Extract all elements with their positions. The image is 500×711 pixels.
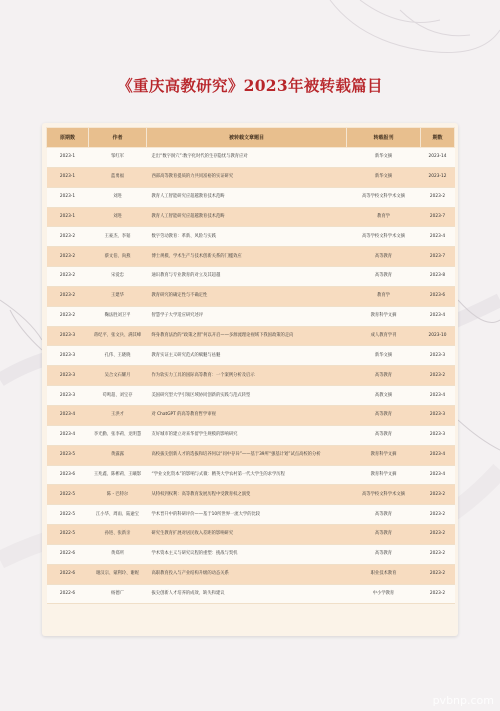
table-header-row	[47, 128, 455, 148]
cell-article-title: 高校拔尖创新人才的选拔和培养何以“同中存异”——基于39所“强基计划”试点高校的分析	[147, 445, 347, 465]
cell-reprint-journal: 教育学	[347, 207, 421, 227]
cell-article-title: 智慧学子大学适应研究述评	[147, 306, 347, 326]
cell-reprint-issue: 2023-7	[421, 247, 455, 267]
cell-original-issue: 2023-2	[47, 267, 89, 287]
cell-author: 邹红军	[89, 148, 147, 168]
cell-article-title: 教育人工智能研究应超越教育技术范畴	[147, 207, 347, 227]
cell-article-title: 对 ChatGPT 的高等教育哲学审视	[147, 405, 347, 425]
cell-reprint-issue: 2023-2	[421, 564, 455, 584]
cell-reprint-journal: 教育科学文摘	[347, 465, 421, 485]
cell-reprint-issue: 2023-12	[421, 167, 455, 187]
cell-reprint-journal: 成人教育学刊	[347, 326, 421, 346]
cell-author: 李光勤、张李莉、龙明慧	[89, 425, 147, 445]
cell-reprint-issue: 2023-8	[421, 267, 455, 287]
table-row	[47, 306, 455, 326]
cell-author: 蒋纪平、张文兵、满其峰	[89, 326, 147, 346]
cell-article-title: 美国研究型大学引领区域协同创新的实践与范式转型	[147, 386, 347, 406]
table-row	[47, 167, 455, 187]
table-row	[47, 227, 455, 247]
cell-original-issue: 2023-5	[47, 445, 89, 465]
table-row	[47, 148, 455, 168]
cell-article-title: 博士规模、学术生产与技术创新关系的门槛效应	[147, 247, 347, 267]
cell-reprint-issue: 2023-2	[421, 544, 455, 564]
watermark: pvbnp.com	[432, 694, 494, 707]
table-row	[47, 505, 455, 525]
table-row	[47, 485, 455, 505]
cell-reprint-journal: 中小学教育	[347, 584, 421, 604]
table-row	[47, 366, 455, 386]
cell-original-issue: 2023-3	[47, 346, 89, 366]
cell-reprint-issue: 2023-3	[421, 425, 455, 445]
table-row	[47, 187, 455, 207]
table-row	[47, 267, 455, 287]
cell-author: 吴合文石耀月	[89, 366, 147, 386]
cell-article-title: 拔尖创新人才培养的成效、缺失和建议	[147, 584, 347, 604]
cell-reprint-issue: 2023-2	[421, 525, 455, 545]
cell-author: 杨德广	[89, 584, 147, 604]
cell-article-title: 数字劳动教育：革新、风险与实践	[147, 227, 347, 247]
cell-original-issue: 2023-1	[47, 167, 89, 187]
cell-original-issue: 2022-6	[47, 584, 89, 604]
cell-reprint-journal: 高等教育	[347, 267, 421, 287]
cell-original-issue: 2023-1	[47, 187, 89, 207]
cell-original-issue: 2023-2	[47, 247, 89, 267]
cell-reprint-issue: 2023-2	[421, 187, 455, 207]
cell-reprint-journal: 高等教育	[347, 247, 421, 267]
cell-original-issue: 2022-6	[47, 564, 89, 584]
cell-reprint-journal: 新华文摘	[347, 148, 421, 168]
cell-reprint-journal: 高等学校文科学术文摘	[347, 227, 421, 247]
table-row	[47, 584, 455, 604]
cell-author: 黄露露	[89, 445, 147, 465]
cell-article-title: 从特权到权利：高等教育发展历程中受教育权之演变	[147, 485, 347, 505]
cell-original-issue: 2023-4	[47, 425, 89, 445]
cell-reprint-issue: 2023-4	[421, 386, 455, 406]
cell-article-title: 研究生教育扩展对居民收入差距的影响研究	[147, 525, 347, 545]
table-row	[47, 247, 455, 267]
cell-reprint-issue: 2023-2	[421, 505, 455, 525]
cell-article-title: 教育实证主义研究范式的赋魅与祛魅	[147, 346, 347, 366]
table-row	[47, 207, 455, 227]
cell-reprint-journal: 高等教育	[347, 505, 421, 525]
cell-author: 孔伟、王晓晓	[89, 346, 147, 366]
cell-original-issue: 2023-3	[47, 386, 89, 406]
cell-article-title: 走出“数字洞穴”:数字化时代的生存隐忧与教育应对	[147, 148, 347, 168]
articles-table	[46, 127, 455, 604]
cell-original-issue: 2022-5	[47, 485, 89, 505]
cell-reprint-issue: 2023-2	[421, 485, 455, 505]
cell-original-issue: 2023-3	[47, 326, 89, 346]
header-reprint-issue: 期数	[421, 128, 455, 148]
cell-reprint-issue: 2023-7	[421, 207, 455, 227]
cell-reprint-issue: 2023-4	[421, 445, 455, 465]
cell-author: 王兆鑫、陈彬莉、王曦影	[89, 465, 147, 485]
cell-author: 谢汉宗、蒙利玲、谢妮	[89, 564, 147, 584]
cell-reprint-issue: 2023-3	[421, 346, 455, 366]
cell-author: 鞠法胜刘卫平	[89, 306, 147, 326]
table-row	[47, 544, 455, 564]
cell-author: 宋爱忠	[89, 267, 147, 287]
cell-reprint-journal: 高等教育	[347, 425, 421, 445]
cell-reprint-issue: 2023-10	[421, 326, 455, 346]
cell-reprint-journal: 新华文摘	[347, 346, 421, 366]
header-author: 作者	[89, 128, 147, 148]
cell-author: 王豪杰、李韬	[89, 227, 147, 247]
cell-original-issue: 2023-3	[47, 366, 89, 386]
cell-reprint-issue: 2023-6	[421, 286, 455, 306]
cell-author: 蓝勇福	[89, 167, 147, 187]
cell-author: 刘进	[89, 207, 147, 227]
table-row	[47, 286, 455, 306]
table-row	[47, 525, 455, 545]
table-row	[47, 445, 455, 465]
cell-article-title: 西部高等教育提质的力共同富裕的实证研究	[147, 167, 347, 187]
cell-article-title: “学业文化资本”的影响与式微：精英大学农村第一代大学生的求学历程	[147, 465, 347, 485]
cell-reprint-journal: 教育科学文摘	[347, 306, 421, 326]
table-row	[47, 386, 455, 406]
cell-reprint-issue: 2023-3	[421, 405, 455, 425]
table-row	[47, 326, 455, 346]
cell-original-issue: 2022-6	[47, 544, 89, 564]
cell-original-issue: 2023-2	[47, 286, 89, 306]
cell-author: 刘进	[89, 187, 147, 207]
cell-original-issue: 2023-6	[47, 465, 89, 485]
cell-reprint-journal: 新华文摘	[347, 167, 421, 187]
cell-reprint-issue: 2023-4	[421, 465, 455, 485]
table-row	[47, 425, 455, 445]
cell-reprint-issue: 2023-14	[421, 148, 455, 168]
table-row	[47, 405, 455, 425]
cell-reprint-journal: 高等学校文科学术文摘	[347, 187, 421, 207]
cell-original-issue: 2022-5	[47, 505, 89, 525]
cell-reprint-journal: 高教文摘	[347, 386, 421, 406]
cell-author: 黄郑所	[89, 544, 147, 564]
cell-author: 苟鸣超、刘宝存	[89, 386, 147, 406]
cell-author: 王洪才	[89, 405, 147, 425]
cell-reprint-journal: 教育科学文摘	[347, 445, 421, 465]
cell-article-title: 通识教育与专业教育的对立及其超越	[147, 267, 347, 287]
table-card	[42, 123, 458, 636]
cell-original-issue: 2023-4	[47, 405, 89, 425]
cell-author: 陈・巴特尔	[89, 485, 147, 505]
cell-article-title: 学术资本主义与研究议程的重塑：挑战与契机	[147, 544, 347, 564]
cell-original-issue: 2022-5	[47, 525, 89, 545]
cell-original-issue: 2023-1	[47, 207, 89, 227]
header-original-issue: 原期数	[47, 128, 89, 148]
table-row	[47, 564, 455, 584]
header-article-title: 被转载文章题目	[147, 128, 347, 148]
cell-original-issue: 2023-2	[47, 227, 89, 247]
cell-article-title: 学术晋升中的科研评价——基于10所世界一流大学的比较	[147, 505, 347, 525]
table-row	[47, 346, 455, 366]
cell-article-title: 终身教育法治的“政策之窗”何以开启——多源流理论视域下我国政策的走向	[147, 326, 347, 346]
cell-author: 王建华	[89, 286, 147, 306]
cell-article-title: 作为软实力工具的国际高等教育：一个案例分析及启示	[147, 366, 347, 386]
cell-reprint-journal: 高等学校文科学术文摘	[347, 485, 421, 505]
cell-reprint-journal: 高等教育	[347, 366, 421, 386]
cell-reprint-issue: 2023-4	[421, 227, 455, 247]
cell-reprint-journal: 高等教育	[347, 525, 421, 545]
header-reprint-journal: 转载报刊	[347, 128, 421, 148]
cell-article-title: 友好城市的建立对来华留学生规模的影响研究	[147, 425, 347, 445]
table-body	[47, 148, 455, 604]
cell-author: 蔡文伯、尚燕	[89, 247, 147, 267]
cell-reprint-journal: 高等教育	[347, 544, 421, 564]
cell-reprint-issue: 2023-2	[421, 584, 455, 604]
page-title: 《重庆高教研究》2023年被转载篇目	[117, 76, 383, 95]
table-row	[47, 465, 455, 485]
cell-reprint-issue: 2023-4	[421, 306, 455, 326]
cell-author: 江小华、周雨、陆逾宝	[89, 505, 147, 525]
cell-article-title: 教育研究的确定性与不确定性	[147, 286, 347, 306]
cell-reprint-issue: 2023-2	[421, 366, 455, 386]
cell-reprint-journal: 高等教育	[347, 405, 421, 425]
cell-article-title: 高职教育投入与产业结构升级的动态关系	[147, 564, 347, 584]
cell-original-issue: 2023-2	[47, 306, 89, 326]
cell-reprint-journal: 职业技术教育	[347, 564, 421, 584]
cell-reprint-journal: 教育学	[347, 286, 421, 306]
cell-author: 孙进、张新亲	[89, 525, 147, 545]
cell-original-issue: 2023-1	[47, 148, 89, 168]
cell-article-title: 教育人工智能研究应超越教育技术范畴	[147, 187, 347, 207]
